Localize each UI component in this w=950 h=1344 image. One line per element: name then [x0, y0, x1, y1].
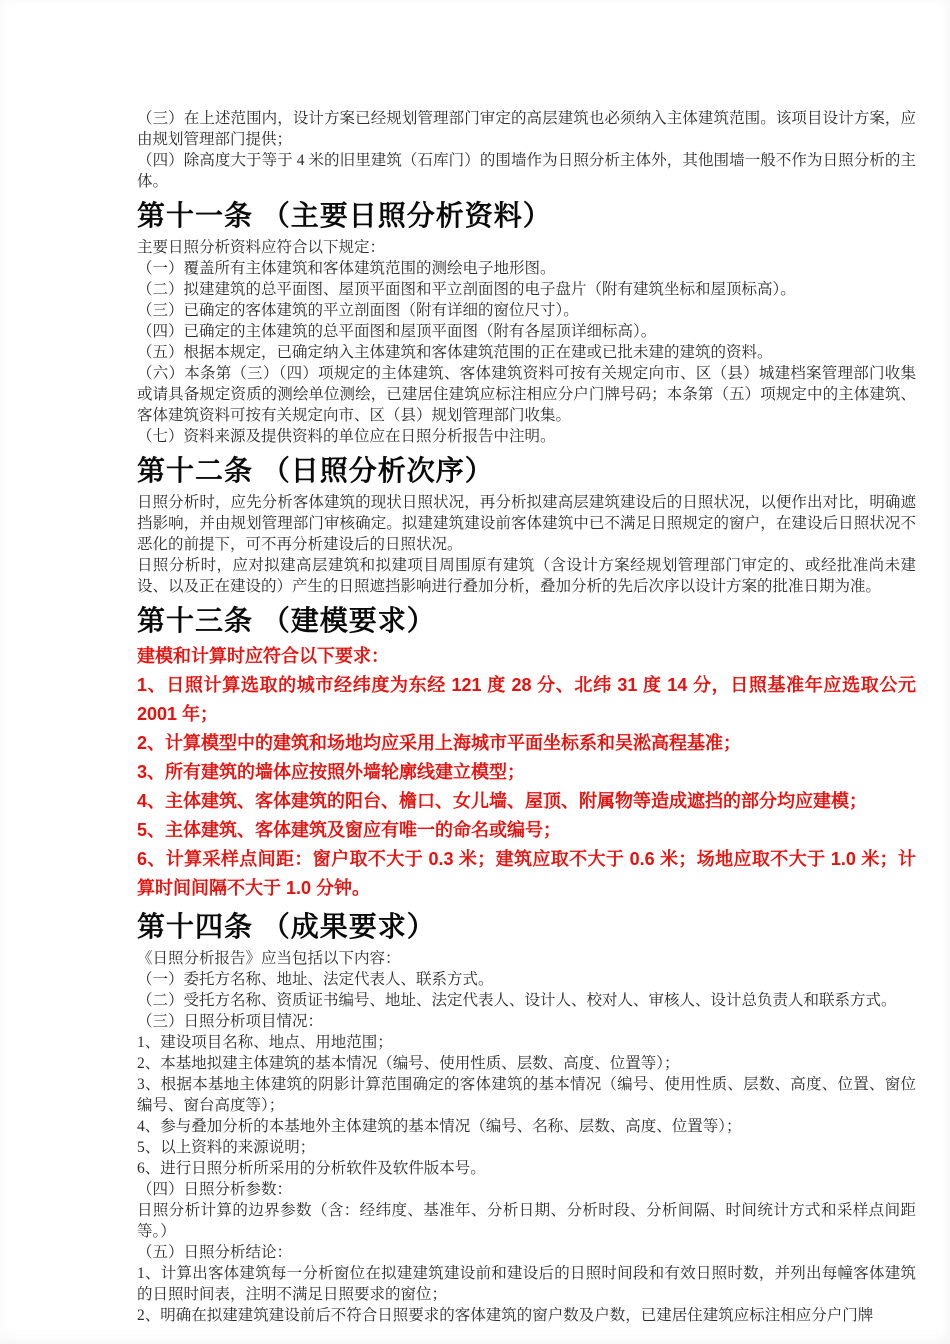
modeling-requirement-intro: 建模和计算时应符合以下要求：	[137, 646, 389, 666]
clause-item: （一）覆盖所有主体建筑和客体建筑范围的测绘电子地形图。	[137, 260, 556, 277]
modeling-requirement-3: 3、所有建筑的墙体应按照外墙轮廓线建立模型；	[137, 762, 526, 782]
clause-item: （四）已确定的主体建筑的总平面图和屋顶平面图（附有各屋顶详细标高）。	[137, 323, 657, 340]
paragraph: 日照分析时，应先分析客体建筑的现状日照状况，再分析拟建高层建筑建设后的日照状况，以便作出对比，明确遮挡影响，并由规划管理部门审核确定。拟建建筑建设前客体建筑中已不满足日照规定的窗户，在建设后日照状况不恶化的前提下，可不再分析建设后的日照状况。	[137, 494, 916, 553]
paragraph: 日照分析时，应对拟建高层建筑和拟建项目周围原有建筑（含设计方案经规划管理部门审定的、或经批准尚未建设、以及正在建设的）产生的日照遮挡影响进行叠加分析，叠加分析的先后次序以设计方案的批准日期为准。	[137, 557, 916, 595]
article-12-heading: 第十二条 （日照分析次序）	[137, 455, 494, 486]
modeling-requirement-2: 2、计算模型中的建筑和场地均应采用上海城市平面坐标系和吴淞高程基准；	[137, 733, 742, 753]
clause-paragraph: （四）除高度大于等于 4 米的旧里建筑（石库门）的围墙作为日照分析主体外，其他围墙一般不作为日照分析的主体。	[137, 152, 916, 190]
numbered-item: 6、进行日照分析所采用的分析软件及软件版本号。	[137, 1160, 486, 1177]
article-11-heading: 第十一条 （主要日照分析资料）	[137, 200, 552, 231]
numbered-item: 1、建设项目名称、地点、用地范围；	[137, 1034, 393, 1051]
numbered-item: 5、以上资料的来源说明；	[137, 1139, 316, 1156]
clause-item: （五）日照分析结论：	[137, 1244, 293, 1261]
numbered-item: 2、明确在拟建建筑建设前后不符合日照要求的客体建筑的窗户数及户数，已建居住建筑应标注相应分户门牌	[137, 1307, 874, 1324]
paragraph: 日照分析计算的边界参数（含：经纬度、基准年、分析日期、分析时段、分析间隔、时间统计方式和采样点间距等。）	[137, 1202, 916, 1240]
clause-item: （四）日照分析参数：	[137, 1181, 293, 1198]
modeling-requirement-6: 6、计算采样点间距：窗户取不大于 0.3 米；建筑应取不大于 0.6 米；场地应取不大于 1.0 米；计算时间间隔不大于 1.0 分钟。	[137, 849, 916, 898]
clause-item: （三）日照分析项目情况：	[137, 1013, 324, 1030]
modeling-requirement-5: 5、主体建筑、客体建筑及窗应有唯一的命名或编号；	[137, 820, 562, 840]
modeling-requirement-4: 4、主体建筑、客体建筑的阳台、檐口、女儿墙、屋顶、附属物等造成遮挡的部分均应建模；	[137, 791, 868, 811]
clause-item: （三）已确定的客体建筑的平立剖面图（附有详细的窗位尺寸）。	[137, 302, 579, 319]
article-13-heading: 第十三条 （建模要求）	[137, 605, 436, 636]
numbered-item: 4、参与叠加分析的本基地外主体建筑的基本情况（编号、名称、层数、高度、位置等）；	[137, 1118, 742, 1135]
numbered-item: 2、本基地拟建主体建筑的基本情况（编号、使用性质、层数、高度、位置等）；	[137, 1055, 680, 1072]
clause-item: （七）资料来源及提供资料的单位应在日照分析报告中注明。	[137, 428, 556, 445]
paragraph: 主要日照分析资料应符合以下规定：	[137, 239, 386, 256]
paragraph: 《日照分析报告》应当包括以下内容：	[137, 950, 401, 967]
article-14-heading: 第十四条 （成果要求）	[137, 911, 436, 942]
clause-item: （六）本条第（三）（四）项规定的主体建筑、客体建筑资料可按有关规定向市、区（县）城建档案管理部门收集或请具备规定资质的测绘单位测绘，已建居住建筑应标注相应分户门牌号码；本条第（五）项规定中的主体建筑、客体建筑资料可按有关规定向市、区（县）规划管理部门收集。	[137, 365, 916, 424]
clause-item: （五）根据本规定，已确定纳入主体建筑和客体建筑范围的正在建或已批未建的建筑的资料。	[137, 344, 773, 361]
clause-item: （二）拟建建筑的总平面图、屋顶平面图和平立剖面图的电子盘片（附有建筑坐标和屋顶标高）。	[137, 281, 796, 298]
modeling-requirement-1: 1、日照计算选取的城市经纬度为东经 121 度 28 分、北纬 31 度 14 分，日照基准年应选取公元 2001 年；	[137, 675, 916, 724]
numbered-item: 1、计算出客体建筑每一分析窗位在拟建建筑建设前和建设后的日照时间段和有效日照时数，并列出每幢客体建筑的日照时间表，注明不满足日照要求的窗位；	[137, 1265, 916, 1303]
numbered-item: 3、根据本基地主体建筑的阴影计算范围确定的客体建筑的基本情况（编号、使用性质、层数、高度、位置、窗位编号、窗台高度等）；	[137, 1076, 916, 1114]
clause-item: （二）受托方名称、资质证书编号、地址、法定代表人、设计人、校对人、审核人、设计总负责人和联系方式。	[137, 992, 897, 1009]
clause-item: （一）委托方名称、地址、法定代表人、联系方式。	[137, 971, 494, 988]
document-content	[137, 108, 916, 1326]
clause-paragraph: （三）在上述范围内，设计方案已经规划管理部门审定的高层建筑也必须纳入主体建筑范围。该项目设计方案，应由规划管理部门提供；	[137, 110, 916, 148]
